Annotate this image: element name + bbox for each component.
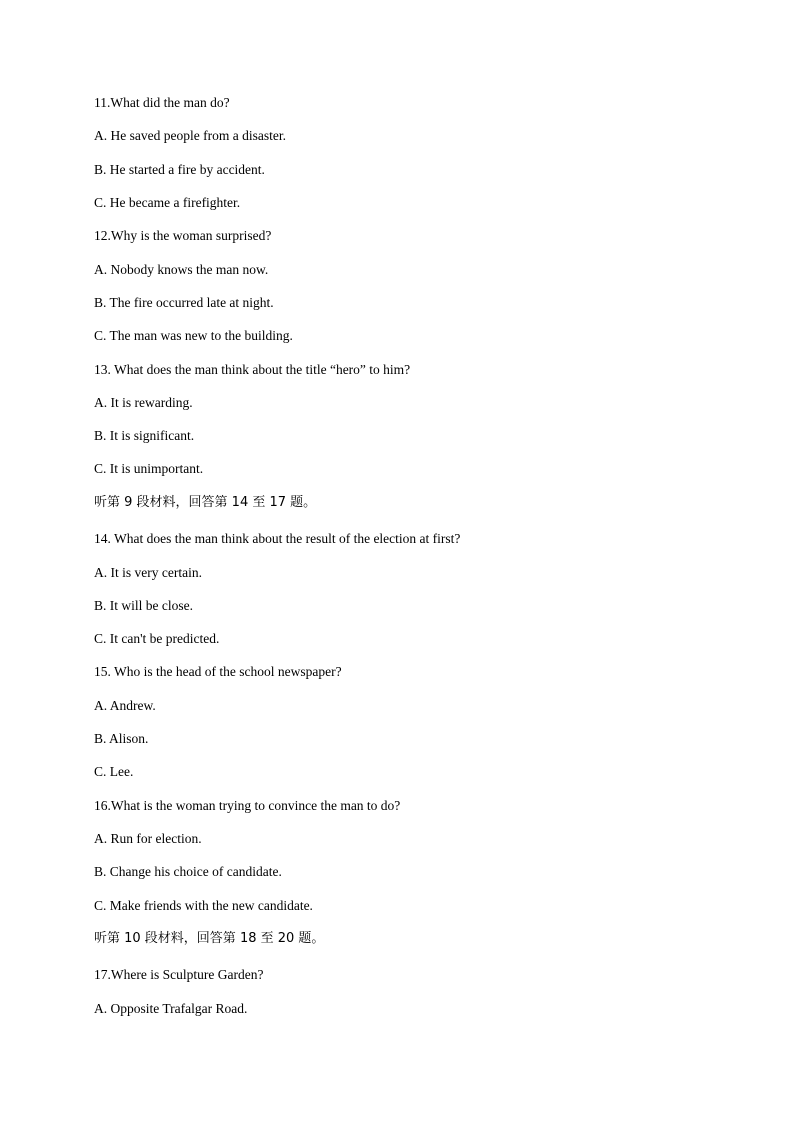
question-17-option-a: A. Opposite Trafalgar Road.: [94, 1001, 248, 1016]
question-13-option-b: B. It is significant.: [94, 428, 195, 443]
question-12-option-b: B. The fire occurred late at night.: [94, 295, 274, 310]
question-15-option-a: A. Andrew.: [94, 698, 156, 713]
section-heading-9: 听第 9 段材料，回答第 14 至 17 题。: [94, 495, 317, 510]
question-15-option-c: C. Lee.: [94, 764, 134, 779]
question-12-option-c: C. The man was new to the building.: [94, 328, 293, 343]
section-heading-10: 听第 10 段材料，回答第 18 至 20 题。: [94, 931, 325, 946]
question-14-option-b: B. It will be close.: [94, 598, 193, 613]
question-13-option-a: A. It is rewarding.: [94, 395, 193, 410]
question-11-option-a: A. He saved people from a disaster.: [94, 128, 286, 143]
question-11-text: 11.What did the man do?: [94, 95, 230, 110]
question-15-text: 15. Who is the head of the school newspaper?: [94, 664, 342, 679]
question-14-option-a: A. It is very certain.: [94, 565, 202, 580]
question-16-option-a: A. Run for election.: [94, 831, 202, 846]
question-13-text: 13. What does the man think about the title “hero” to him?: [94, 362, 411, 377]
question-16-option-b: B. Change his choice of candidate.: [94, 864, 282, 879]
question-12-option-a: A. Nobody knows the man now.: [94, 262, 269, 277]
question-15-option-b: B. Alison.: [94, 731, 149, 746]
question-11-option-b: B. He started a fire by accident.: [94, 162, 265, 177]
question-14-text: 14. What does the man think about the result of the election at first?: [94, 531, 461, 546]
question-17-text: 17.Where is Sculpture Garden?: [94, 967, 264, 982]
question-16-text: 16.What is the woman trying to convince the man to do?: [94, 798, 401, 813]
question-14-option-c: C. It can't be predicted.: [94, 631, 220, 646]
question-12-text: 12.Why is the woman surprised?: [94, 228, 272, 243]
question-13-option-c: C. It is unimportant.: [94, 461, 204, 476]
question-11-option-c: C. He became a firefighter.: [94, 195, 241, 210]
question-16-option-c: C. Make friends with the new candidate.: [94, 898, 313, 913]
